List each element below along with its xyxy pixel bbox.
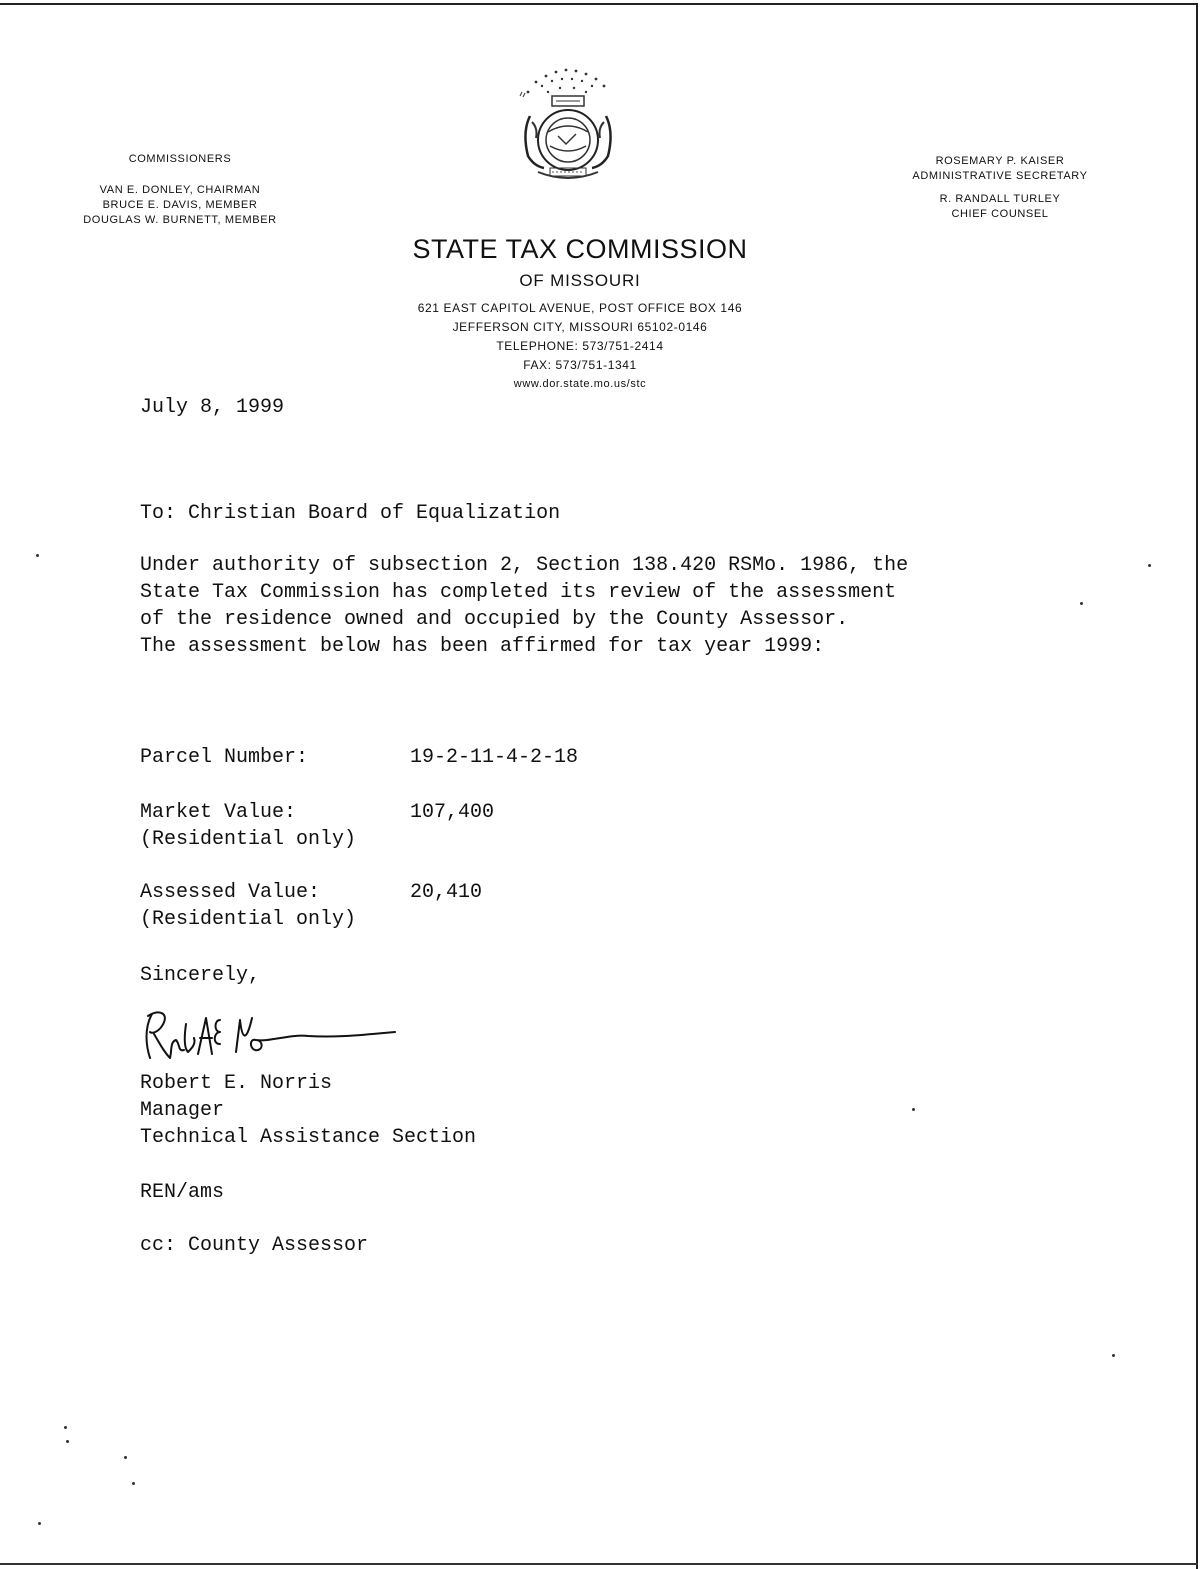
commissioner-1: VAN E. DONLEY, CHAIRMAN [99,184,261,196]
initials: REN/ams [140,1181,225,1204]
staff-title-1: ADMINISTRATIVE SECRETARY [912,170,1088,182]
scan-speck [38,1522,41,1525]
signer-name: Robert E. Norris [140,1072,333,1095]
fax: FAX: 573/751-1341 [523,358,637,372]
missouri-state-seal-icon [508,66,628,190]
page-border-bottom [0,1563,1198,1565]
scan-speck [132,1482,135,1485]
commissioners-heading: COMMISSIONERS [128,153,232,165]
parcel-label: Parcel Number: [140,746,309,769]
market-note: (Residential only) [140,828,357,851]
staff-title-2: CHIEF COUNSEL [951,208,1049,220]
body-line-3: of the residence owned and occupied by the County Assessor. [140,608,849,631]
signer-title: Manager [140,1099,225,1122]
assessed-value: 20,410 [410,881,483,904]
page-border-top [0,3,1196,5]
letter-date: July 8, 1999 [140,396,285,419]
address-line-1: 621 EAST CAPITOL AVENUE, POST OFFICE BOX 146 [417,301,743,315]
scan-speck [912,1108,915,1111]
org-subtitle: OF MISSOURI [519,271,641,290]
market-value: 107,400 [410,801,495,824]
commissioner-2: BRUCE E. DAVIS, MEMBER [102,199,258,211]
assessed-note: (Residential only) [140,908,357,931]
scan-speck [66,1440,69,1443]
staff-name-2: R. RANDALL TURLEY [939,193,1061,205]
scan-speck [1148,564,1151,567]
signature [140,1004,400,1068]
assessed-label: Assessed Value: [140,881,321,904]
commissioner-3: DOUGLAS W. BURNETT, MEMBER [83,214,277,226]
scan-speck [36,554,39,557]
address-line-2: JEFFERSON CITY, MISSOURI 65102-0146 [452,320,708,334]
scan-speck [1080,602,1083,605]
website: www.dor.state.mo.us/stc [513,378,647,390]
cc-line: cc: County Assessor [140,1234,369,1257]
body-line-2: State Tax Commission has completed its review of the assessment [140,581,897,604]
scan-speck [1112,1354,1115,1357]
org-name: STATE TAX COMMISSION [412,234,748,264]
closing: Sincerely, [140,964,261,987]
market-label: Market Value: [140,801,297,824]
scan-speck [64,1426,67,1429]
page-border-right [1196,3,1198,1569]
signer-section: Technical Assistance Section [140,1126,477,1149]
body-line-4: The assessment below has been affirmed for tax year 1999: [140,635,825,658]
scan-speck [124,1456,127,1459]
staff-name-1: ROSEMARY P. KAISER [935,155,1065,167]
recipient: To: Christian Board of Equalization [140,502,561,525]
telephone: TELEPHONE: 573/751-2414 [496,339,664,353]
parcel-value: 19-2-11-4-2-18 [410,746,579,769]
body-line-1: Under authority of subsection 2, Section 138.420 RSMo. 1986, the [140,554,909,577]
